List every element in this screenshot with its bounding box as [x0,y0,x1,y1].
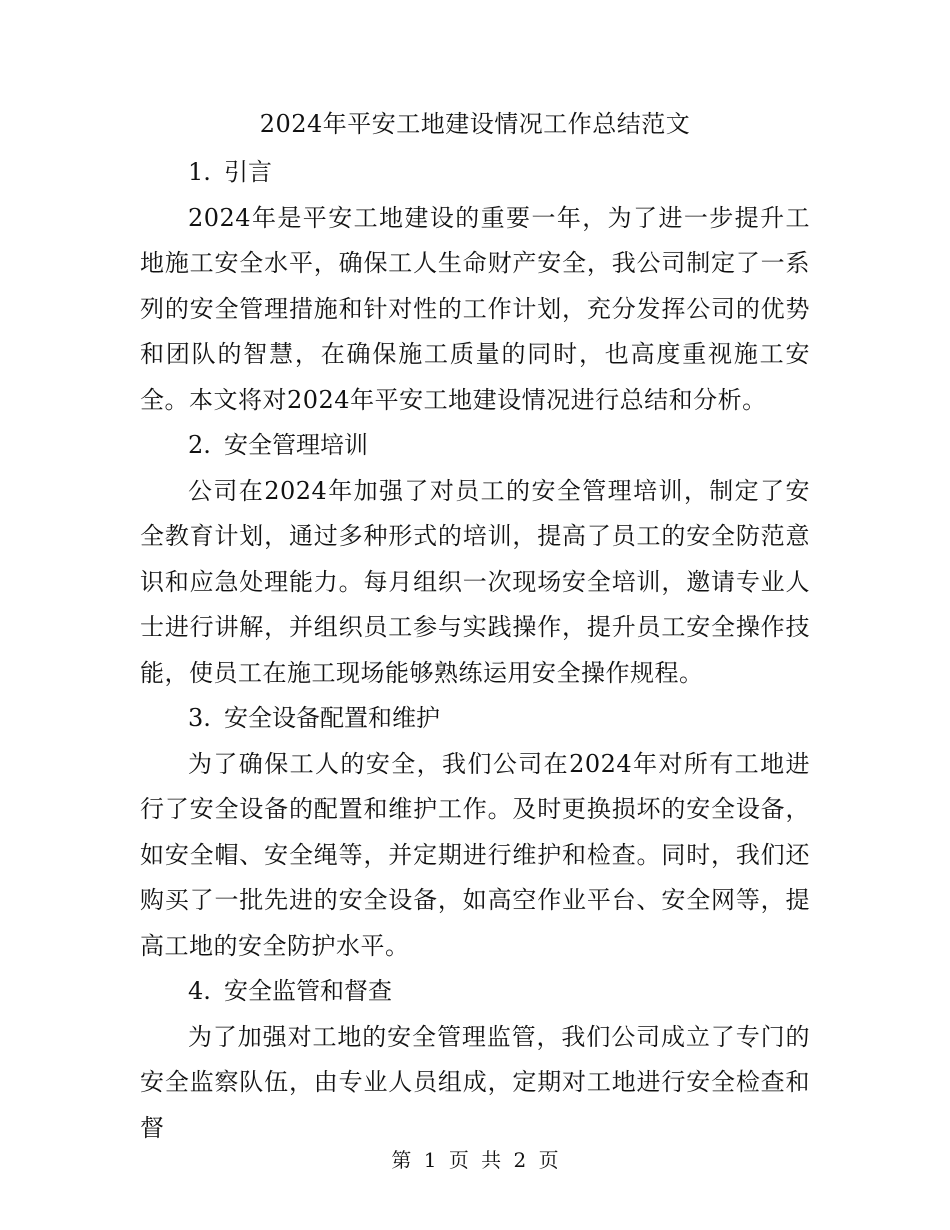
section-paragraph-2: 公司在2024年加强了对员工的安全管理培训，制定了安全教育计划，通过多种形式的培训，提高了员工的安全防范意识和应急处理能力。每月组织一次现场安全培训，邀请专业人士进行讲解，并组织员工参与实践操作，提升员工安全操作技能，使员工在施工现场能够熟练运用安全操作规程。 [140,476,810,687]
section-heading-1 [140,150,810,196]
section-heading-text: 安全管理培训 [224,431,368,459]
section-number: 2. [188,431,211,459]
section-heading-text: 安全设备配置和维护 [224,704,440,732]
section-number: 3. [188,704,211,732]
section-heading-3 [140,696,810,742]
section-heading-text: 引言 [224,158,272,186]
section-heading-2 [140,423,810,469]
section-heading-text: 安全监管和督查 [224,977,392,1005]
section-paragraph-4: 为了加强对工地的安全管理监管，我们公司成立了专门的安全监察队伍，由专业人员组成，定期对工地进行安全检查和督 [140,1022,810,1142]
section-heading-4 [140,969,810,1015]
document-body [140,150,810,1151]
section-number: 1. [188,158,211,186]
page-footer: 第 1 页 共 2 页 [391,1148,559,1172]
section-paragraph-1: 2024年是平安工地建设的重要一年，为了进一步提升工地施工安全水平，确保工人生命财产安全，我公司制定了一系列的安全管理措施和针对性的工作计划，充分发挥公司的优势和团队的智慧，在确保施工质量的同时，也高度重视施工安全。本文将对2024年平安工地建设情况进行总结和分析。 [140,203,810,414]
section-paragraph-3: 为了确保工人的安全，我们公司在2024年对所有工地进行了安全设备的配置和维护工作。及时更换损坏的安全设备，如安全帽、安全绳等，并定期进行维护和检查。同时，我们还购买了一批先进的安全设备，如高空作业平台、安全网等，提高工地的安全防护水平。 [140,749,810,960]
section-number: 4. [188,977,211,1005]
document-title: 2024年平安工地建设情况工作总结范文 [259,110,691,138]
